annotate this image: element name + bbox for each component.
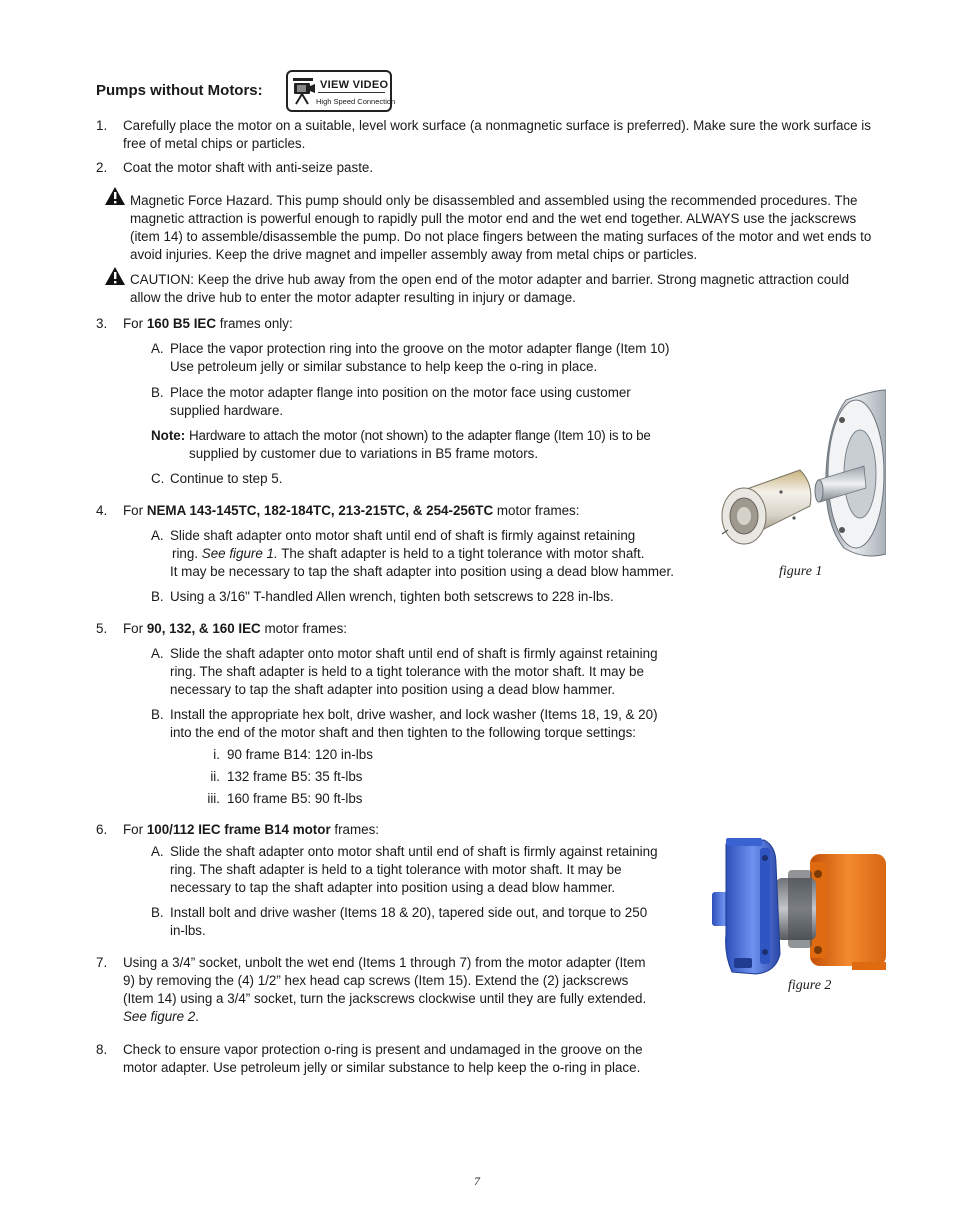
view-video-button[interactable] bbox=[286, 70, 396, 112]
figure-2-caption: figure 2 bbox=[788, 978, 832, 993]
step4a-line: It may be necessary to tap the shaft adapter into position using a dead blow hammer. bbox=[170, 564, 674, 579]
figure-1-caption: figure 1 bbox=[779, 564, 823, 579]
step4a-line: ring. See figure 1. The shaft adapter is held to a tight tolerance with motor shaft. bbox=[172, 546, 645, 561]
figure-1-image bbox=[714, 384, 886, 566]
step-number: 6. bbox=[96, 822, 108, 837]
step1-line: Carefully place the motor on a suitable, level work surface (a nonmagnetic surface is preferred). Make sure the work surface is bbox=[123, 118, 871, 133]
step-number: 7. bbox=[96, 955, 108, 970]
step7-line: (Item 14) using a 3/4” socket, turn the jackscrews clockwise until they are fully extended. bbox=[123, 991, 647, 1006]
figure-2-image bbox=[706, 834, 886, 978]
warning-icon bbox=[104, 186, 126, 206]
substep-label: A. bbox=[151, 528, 164, 543]
step5-heading: For 90, 132, & 160 IEC motor frames: bbox=[123, 621, 348, 636]
video-camera-icon bbox=[292, 77, 316, 105]
torque-label: i. bbox=[213, 747, 220, 762]
step6b-line: Install bolt and drive washer (Items 18 & 20), tapered side out, and torque to 250 bbox=[170, 905, 648, 920]
substep-label: B. bbox=[151, 589, 164, 604]
substep-label: A. bbox=[151, 341, 164, 356]
warning2-line: CAUTION: Keep the drive hub away from the open end of the motor adapter and barrier. Strong magnetic attraction could bbox=[130, 272, 850, 287]
page-number: 7 bbox=[474, 1174, 480, 1188]
step5a-line: Slide the shaft adapter onto motor shaft until end of shaft is firmly against retaining bbox=[170, 646, 658, 661]
substep-label: A. bbox=[151, 844, 164, 859]
warning1-line: magnetic attraction is powerful enough to rapidly pull the motor end and the wet end together. ALWAYS use the jackscrews bbox=[130, 211, 857, 226]
step6-heading: For 100/112 IEC frame B14 motor frames: bbox=[123, 822, 380, 837]
warning-icon bbox=[104, 266, 126, 286]
step3b-line: Place the motor adapter flange into position on the motor face using customer bbox=[170, 385, 631, 400]
step7-line: See figure 2. bbox=[123, 1009, 199, 1024]
warning1-line: (item 14) to assemble/disassemble the pump. Do not place fingers between the mating surfaces of the motor and wet ends to bbox=[130, 229, 872, 244]
high-speed-connection-label: High Speed Connection bbox=[316, 97, 396, 106]
step3a-line: Place the vapor protection ring into the groove on the motor adapter flange (Item 10) bbox=[170, 341, 670, 356]
step-number: 3. bbox=[96, 316, 108, 331]
step4-heading: For NEMA 143-145TC, 182-184TC, 213-215TC, & 254-256TC motor frames: bbox=[123, 503, 580, 518]
warning2-line: allow the drive hub to enter the motor adapter resulting in injury or damage. bbox=[130, 290, 576, 305]
torque-value: 132 frame B5: 35 ft-lbs bbox=[227, 769, 363, 784]
view-video-label: VIEW VIDEO bbox=[320, 79, 389, 91]
step3a-line: Use petroleum jelly or similar substance to help keep the o-ring in place. bbox=[170, 359, 598, 374]
see-figure-1-ref: See figure 1. bbox=[201, 546, 278, 561]
step5b-line: into the end of the motor shaft and then tighten to the following torque settings: bbox=[170, 725, 637, 740]
step7-line: Using a 3/4” socket, unbolt the wet end (Items 1 through 7) from the motor adapter (Item bbox=[123, 955, 646, 970]
step3b-line: supplied hardware. bbox=[170, 403, 284, 418]
step3c-text: Continue to step 5. bbox=[170, 471, 283, 486]
see-figure-2-ref: See figure 2 bbox=[123, 1009, 196, 1024]
step5b-line: Install the appropriate hex bolt, drive washer, and lock washer (Items 18, 19, & 20) bbox=[170, 707, 658, 722]
substep-label: B. bbox=[151, 905, 164, 920]
step6a-line: necessary to tap the shaft adapter into position using a dead blow hammer. bbox=[170, 880, 616, 895]
step8-line: motor adapter. Use petroleum jelly or similar substance to help keep the o-ring in place. bbox=[123, 1060, 641, 1075]
step6b-line: in-lbs. bbox=[170, 923, 206, 938]
substep-label: C. bbox=[151, 471, 165, 486]
note-line: supplied by customer due to variations in B5 frame motors. bbox=[189, 446, 539, 461]
step4b-text: Using a 3/16" T-handled Allen wrench, tighten both setscrews to 228 in-lbs. bbox=[170, 589, 614, 604]
warning1-line: Magnetic Force Hazard. This pump should only be disassembled and assembled using the recommended procedures. The bbox=[130, 193, 858, 208]
step-number: 4. bbox=[96, 503, 108, 518]
note-label: Note: bbox=[151, 428, 186, 443]
step-number: 1. bbox=[96, 118, 108, 133]
step-number: 8. bbox=[96, 1042, 108, 1057]
step4a-line: Slide shaft adapter onto motor shaft until end of shaft is firmly against retaining bbox=[170, 528, 636, 543]
section-heading: Pumps without Motors: bbox=[96, 82, 263, 99]
step5a-line: ring. The shaft adapter is held to a tight tolerance with the motor shaft. It may be bbox=[170, 664, 644, 679]
note-line: Hardware to attach the motor (not shown) to the adapter flange (Item 10) is to be bbox=[189, 428, 651, 443]
torque-label: iii. bbox=[207, 791, 220, 806]
step6a-line: ring. The shaft adapter is held to a tight tolerance with motor shaft. It may be bbox=[170, 862, 622, 877]
step6a-line: Slide the shaft adapter onto motor shaft until end of shaft is firmly against retaining bbox=[170, 844, 658, 859]
step7-line: 9) by removing the (4) 1/2” hex head cap screws (Item 15). Extend the (2) jackscrews bbox=[123, 973, 629, 988]
torque-value: 90 frame B14: 120 in-lbs bbox=[227, 747, 373, 762]
step5a-line: necessary to tap the shaft adapter into position using a dead blow hammer. bbox=[170, 682, 616, 697]
step1-line: free of metal chips or particles. bbox=[123, 136, 306, 151]
torque-value: 160 frame B5: 90 ft-lbs bbox=[227, 791, 363, 806]
step-number: 5. bbox=[96, 621, 108, 636]
substep-label: A. bbox=[151, 646, 164, 661]
step2-text: Coat the motor shaft with anti-seize paste. bbox=[123, 160, 374, 175]
substep-label: B. bbox=[151, 707, 164, 722]
step8-line: Check to ensure vapor protection o-ring is present and undamaged in the groove on the bbox=[123, 1042, 643, 1057]
substep-label: B. bbox=[151, 385, 164, 400]
step3-heading: For 160 B5 IEC frames only: bbox=[123, 316, 293, 331]
warning1-line: avoid injuries. Keep the drive magnet and impeller assembly away from metal chips or particles. bbox=[130, 247, 698, 262]
step-number: 2. bbox=[96, 160, 108, 175]
torque-label: ii. bbox=[210, 769, 220, 784]
